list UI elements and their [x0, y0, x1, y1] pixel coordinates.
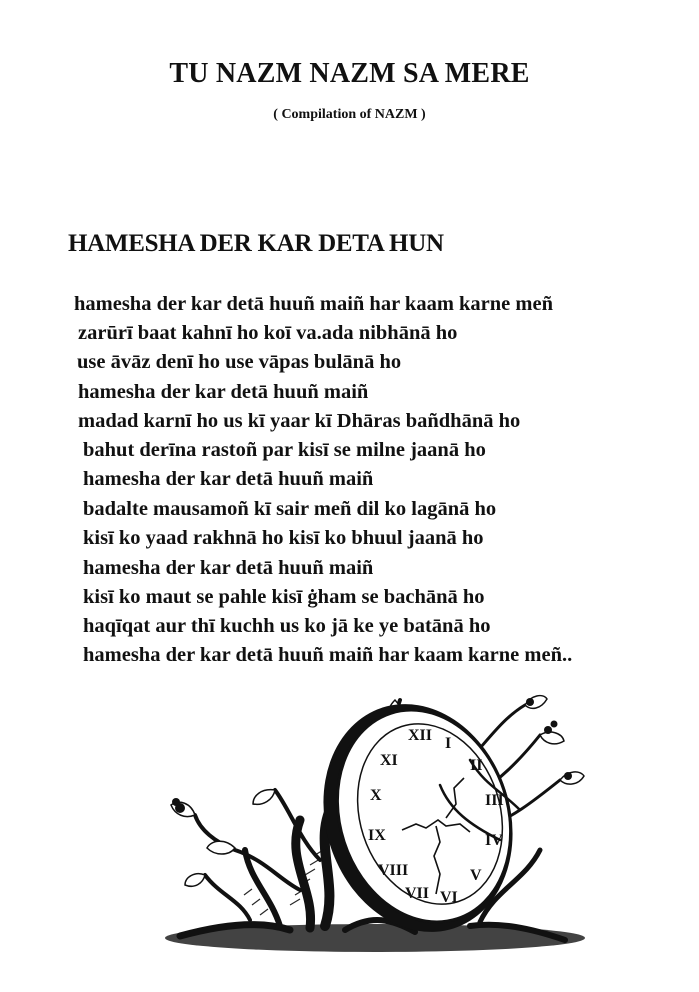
numeral: II: [470, 757, 483, 774]
poem-line: bahut derīna rastoñ par kisī se milne jaanā ho: [83, 439, 486, 461]
book-subtitle: ( Compilation of NAZM ): [273, 107, 426, 122]
poem-line: hamesha der kar detā huuñ maiñ har kaam karne meñ: [74, 293, 553, 315]
leaf: [560, 772, 584, 784]
poem-line: hamesha der kar detā huuñ maiñ: [83, 468, 374, 490]
numeral: V: [470, 867, 482, 884]
poem-line: madad karnī ho us kī yaar kī Dhāras bañdhānā ho: [78, 410, 521, 432]
clock-tree-roots-icon: [140, 690, 590, 960]
leaf: [253, 790, 275, 805]
poem-line: haqīqat aur thī kuchh us ko jā ke ye batānā ho: [83, 615, 491, 637]
leaf: [540, 732, 564, 744]
poem-line: hamesha der kar detā huuñ maiñ: [78, 381, 369, 403]
poem-line: hamesha der kar detā huuñ maiñ: [83, 557, 374, 579]
numeral: VII: [405, 885, 430, 902]
numeral: IV: [485, 832, 503, 849]
root: [205, 875, 250, 920]
leaf: [185, 874, 205, 887]
leaf: [207, 841, 235, 854]
numeral: XI: [380, 752, 398, 769]
poem-line: use āvāz denī ho use vāpas bulānā ho: [77, 351, 402, 373]
poem-line: zarūrī baat kahnī ho koī va.ada nibhānā ho: [78, 322, 458, 344]
numeral: III: [485, 792, 504, 809]
bud: [564, 772, 572, 780]
poem-line: kisī ko yaad rakhnā ho kisī ko bhuul jaanā ho: [83, 527, 484, 549]
numeral: VI: [440, 889, 458, 906]
book-title: TU NAZM NAZM SA MERE: [169, 58, 530, 89]
numeral: I: [445, 735, 452, 752]
poem-title: HAMESHA DER KAR DETA HUN: [68, 230, 444, 257]
bud: [172, 798, 180, 806]
poem-line: hamesha der kar detā huuñ maiñ har kaam karne meñ..: [83, 644, 573, 666]
numeral: IX: [368, 827, 386, 844]
poem-line: kisī ko maut se pahle kisī ġham se bachānā ho: [83, 586, 485, 608]
bud: [526, 698, 534, 706]
numeral: X: [370, 787, 382, 804]
numeral: VIII: [378, 862, 409, 879]
bud: [551, 721, 558, 728]
bud: [544, 726, 552, 734]
numeral: XII: [408, 727, 433, 744]
poem-line: badalte mausamoñ kī sair meñ dil ko lagānā ho: [83, 498, 497, 520]
